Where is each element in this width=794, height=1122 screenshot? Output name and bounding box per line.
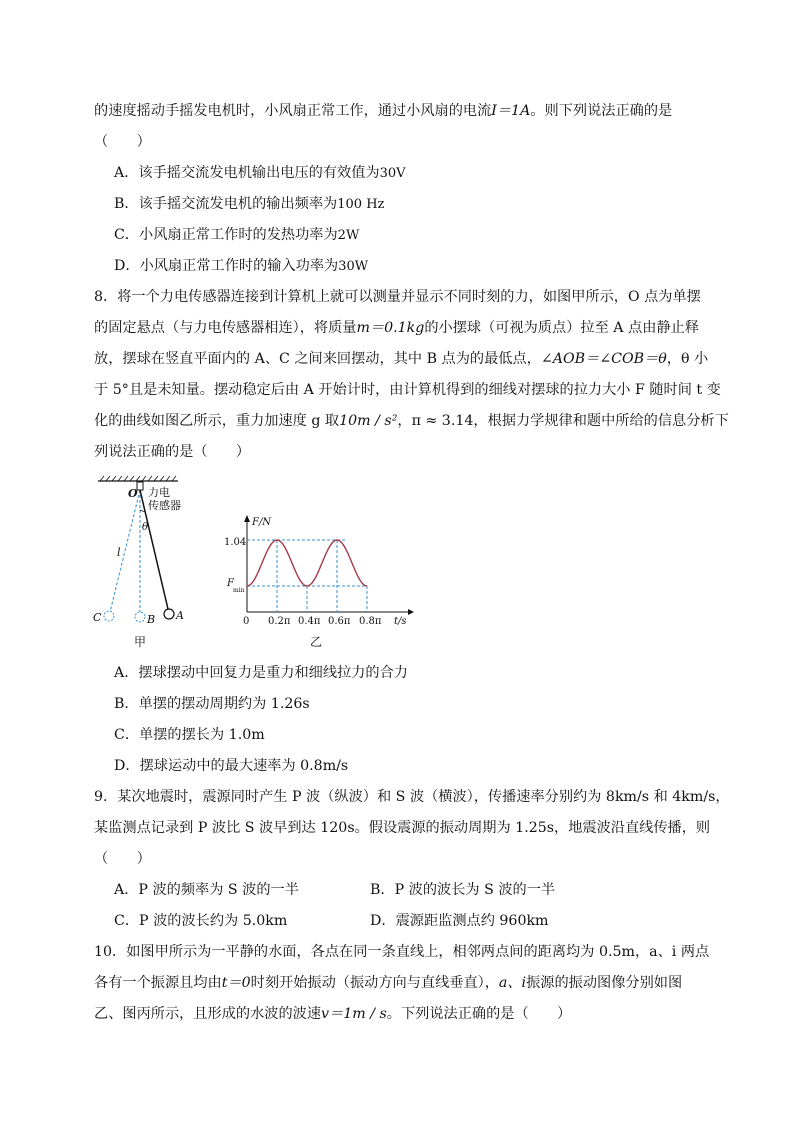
x-tick-origin: 0 [243,616,250,627]
q8-stem-2a: 的固定悬点（与力电传感器相连），将质量 [94,320,357,336]
x-tick-2: 0.4π [298,616,321,627]
label-sensor-1: 力电 [148,486,170,499]
q7-stem-end: 。则下列说法正确的是 [530,103,673,119]
q7-option-d [114,256,368,277]
string-to-c [110,490,140,612]
q7-option-c [114,225,359,246]
q10-stem-line-1: 10．如图甲所示为一平静的水面，各点在同一条直线上，相邻两点间的距离均为 0.5m，a、i 两点 [94,944,710,960]
label-a: A [176,609,184,622]
y-tick-min-sub: min [233,587,245,594]
q9-stem-line-2: 某监测点记录到 P 波比 S 波早到达 120s。假设震源的振动周期为 1.25s，地震波沿直线传播，则 [94,820,711,836]
y-tick-min: F [227,578,234,589]
q8-stem-line-1: 8．将一个力电传感器连接到计算机上就可以测量并显示不同时刻的力，如图甲所示，O 点为单摆 [94,289,701,305]
q7-option-d-value: 30W [338,259,369,274]
force-time-chart [222,510,422,655]
x-tick-1: 0.2π [268,616,291,627]
q10-stem-2c: 振源的振动图像分别如图 [526,975,683,991]
q7-stem-line [94,101,704,121]
q8-option-d: D．摆球运动中的最大速率为 0.8m/s [114,758,349,774]
q7-option-d-text: D．小风扇正常工作时的输入功率为 [114,258,339,274]
caption-jia: 甲 [134,635,147,649]
q10-stem-3a: 乙、图丙所示，且形成的水波的波速 [94,1006,322,1022]
q8-stem-5b: ，π ≈ 3.14，根据力学规律和题中所给的信息分析下 [397,413,729,429]
q7-option-b-value: 100 Hz [337,197,385,212]
q9-stem-line-1: 9．某次地震时，震源同时产生 P 波（纵波）和 S 波（横波），传播速率分别约为 8km/s 和 4km/s， [94,789,730,805]
q10-ai: a、i [498,975,527,991]
q7-option-a-value: 30V [379,166,406,181]
x-axis-label: t/s [394,616,407,627]
x-tick-4: 0.8π [359,616,382,627]
ceiling-hatch [98,476,178,481]
q8-stem-line-4: 于 5°且是未知量。摆动稳定后由 A 开始计时，由计算机得到的细线对摆球的拉力大小 F 随时间 t 变 [94,382,721,398]
caption-yi: 乙 [310,635,323,649]
y-axis-arrow [244,515,250,522]
q8-stem-line-3 [94,349,709,369]
q8-mass: m＝0.1kg [356,320,425,336]
force-curve [247,540,367,586]
y-axis-label: F/N [252,517,272,528]
q8-stem-line-5 [94,411,729,431]
y-tick-max: 1.04 [224,537,247,548]
x-tick-3: 0.6π [328,616,351,627]
q7-current: I＝1A [491,103,531,119]
label-theta: θ [142,522,149,533]
q7-option-b-text: B．该手摇交流发电机的输出频率为 [114,196,338,212]
sensor-box [137,482,143,490]
q10-stem-2a: 各有一个振源且均由 [94,975,222,991]
pendulum-figure [90,472,210,652]
q8-option-a: A．摆球摆动中回复力是重力和细线拉力的合力 [114,665,408,681]
q8-stem-3a: 放，摆球在竖直平面内的 A、C 之间来回摆动，其中 B 点为的最低点， [94,351,541,367]
label-sensor-2: 传感器 [148,499,181,512]
q7-option-a-text: A．该手摇交流发电机输出电压的有效值为 [114,165,380,181]
q10-stem-3b: 。下列说法正确的是（ ） [386,1006,572,1022]
q7-blank: （ ） [94,134,151,150]
chart-guides [247,540,367,612]
ball-a [164,609,174,619]
q9-option-b: B．P 波的波长为 S 波的一半 [370,882,556,898]
q7-option-c-text: C．小风扇正常工作时的发热功率为 [114,227,338,243]
ball-c [104,611,114,621]
q8-stem-2b: 的小摆球（可视为质点）拉至 A 点由静止释 [424,320,700,336]
label-o: O [128,487,138,500]
q8-stem-5a: 化的曲线如图乙所示，重力加速度 g 取 [94,413,340,429]
q8-stem-line-6: 列说法正确的是（ ） [94,444,251,460]
q8-option-b: B．单摆的摆动周期约为 1.26s [114,696,310,712]
q7-stem-text: 的速度摇动手摇发电机时，小风扇正常工作，通过小风扇的电流 [94,103,492,119]
q10-stem-2b: 时刻开始振动（振动方向与直线垂直）， [250,975,499,991]
q9-option-d: D．震源距监测点约 960km [370,913,549,929]
q10-v: v＝1m / s [321,1006,387,1022]
q9-option-a: A．P 波的频率为 S 波的一半 [114,882,299,898]
label-l: l [117,546,121,559]
q7-option-a [114,163,406,184]
q9-option-c: C．P 波的波长约为 5.0km [114,913,288,929]
q10-t0: t＝0 [221,975,251,991]
x-axis-arrow [408,609,414,615]
q10-stem-line-2 [94,973,704,993]
q8-g: 10m / s² [339,413,398,429]
q8-stem-3b: ，θ 小 [666,351,709,367]
q7-option-b [114,194,384,215]
ball-b [135,612,145,622]
label-b: B [147,613,156,626]
q10-stem-line-3 [94,1004,704,1024]
label-c: C [93,611,102,624]
q9-blank: （ ） [94,851,151,867]
q8-option-c: C．单摆的摆长为 1.0m [114,727,265,743]
q7-option-c-value: 2W [337,228,360,243]
q8-stem-line-2 [94,318,704,338]
q8-angle: ∠AOB＝∠COB＝θ [540,351,667,367]
